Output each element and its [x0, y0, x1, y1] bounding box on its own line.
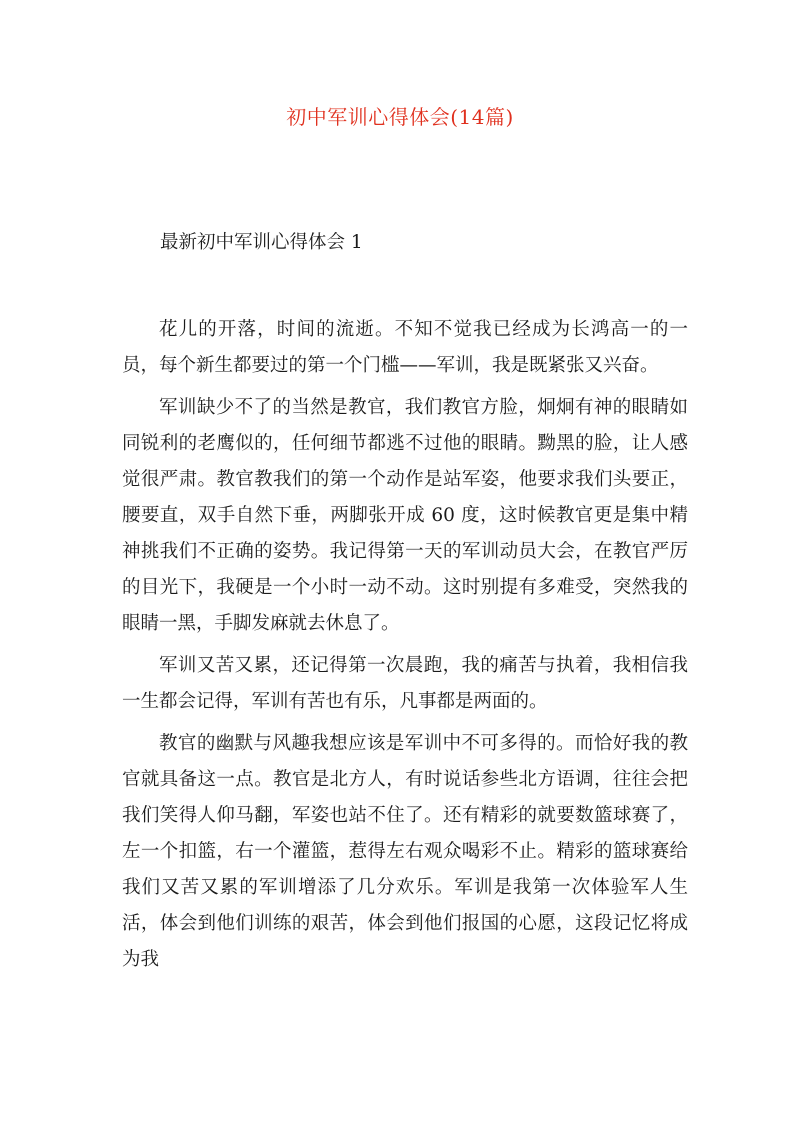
- body-text: [122, 312, 688, 978]
- paragraph-3: 军训又苦又累，还记得第一次晨跑，我的痛苦与执着，我相信我一生都会记得，军训有苦也有乐，凡事都是两面的。: [122, 655, 688, 712]
- paragraph-1: 花儿的开落，时间的流逝。不知不觉我已经成为长鸿高一的一员，每个新生都要过的第一个门槛——军训，我是既紧张又兴奋。: [122, 319, 688, 376]
- paragraph-2: 军训缺少不了的当然是教官，我们教官方脸，炯炯有神的眼睛如同锐利的老鹰似的，任何细节都逃不过他的眼睛。黝黑的脸，让人感觉很严肃。教官教我们的第一个动作是站军姿，他要求我们头要正，腰要直，双手自然下垂，两脚张开成 60 度，这时候教官更是集中精神挑我们不正确的姿势。我记得第一天的军训动员大会，在教官严厉的目光下，我硬是一个小时一动不动。这时别提有多难受，突然我的眼睛一黑，手脚发麻就去休息了。: [122, 397, 688, 634]
- paragraph-4: 教官的幽默与风趣我想应该是军训中不可多得的。而恰好我的教官就具备这一点。教官是北方人，有时说话参些北方语调，往往会把我们笑得人仰马翻，军姿也站不住了。还有精彩的就要数篮球赛了，左一个扣篮，右一个灌篮，惹得左右观众喝彩不止。精彩的篮球赛给我们又苦又累的军训增添了几分欢乐。军训是我第一次体验军人生活，体会到他们训练的艰苦，体会到他们报国的心愿，这段记忆将成为我: [122, 733, 688, 970]
- section-heading: 最新初中军训心得体会 1: [160, 232, 363, 253]
- document-title: 初中军训心得体会(14篇): [286, 105, 514, 129]
